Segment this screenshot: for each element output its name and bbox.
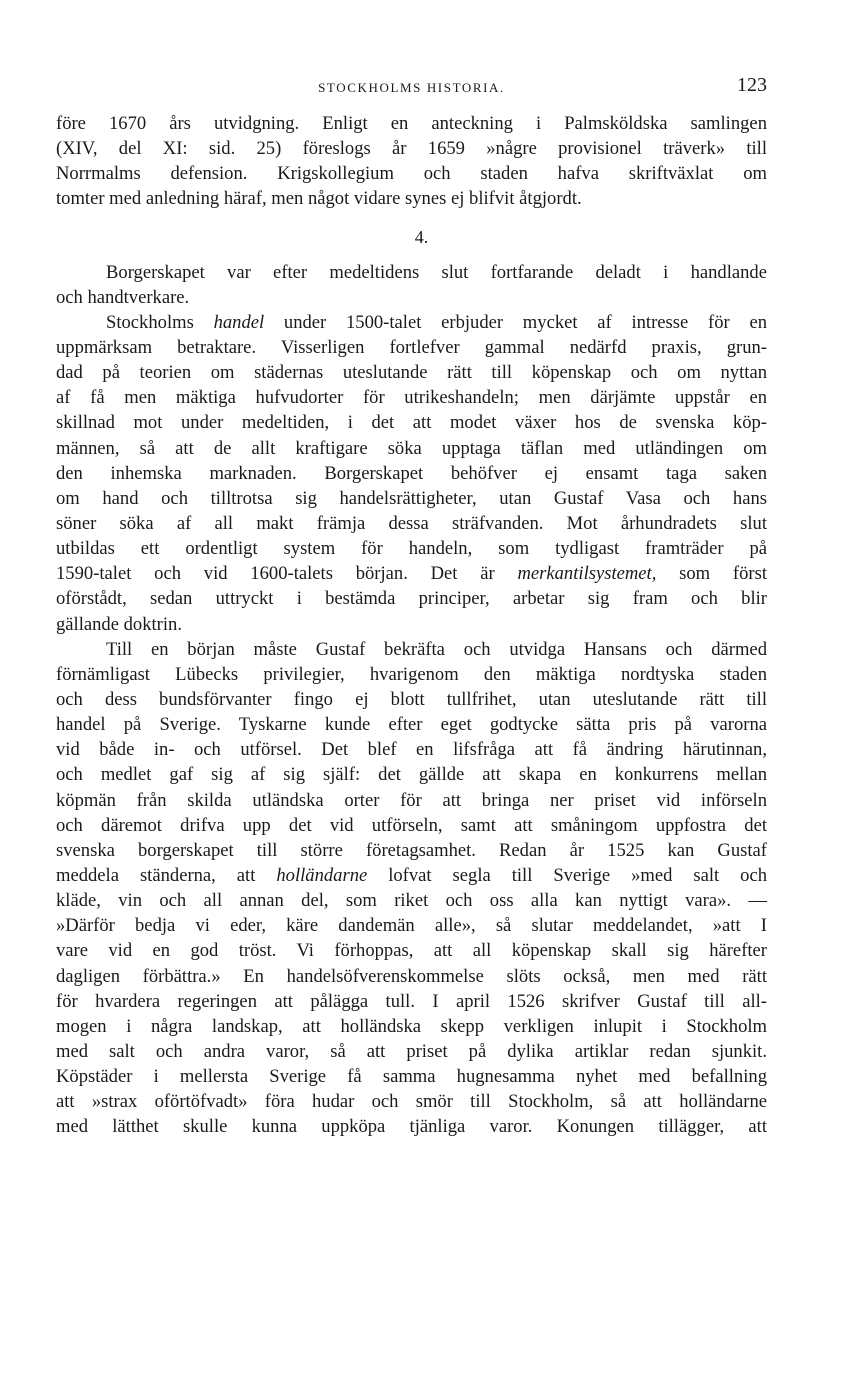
text-line: och däremot drifva upp det vid utförseln, samt att småningom uppfostra det	[56, 814, 767, 836]
body-text	[56, 111, 767, 1139]
italic-term-merkantilsystemet: merkantilsystemet,	[517, 563, 657, 585]
text-segment: Stockholms	[106, 311, 214, 333]
text-line: skillnad mot under medeltiden, i det att modet växer hos de svenska köp-	[56, 412, 767, 434]
text-line: utbildas ett ordentligt system för handeln, som tydligast framträder på	[56, 538, 767, 560]
text-segment: 1590-talet och vid 1600-talets början. Det är	[56, 563, 518, 585]
text-segment: som först	[656, 563, 767, 585]
text-line: oförstådt, sedan uttryckt i bestämda principer, arbetar sig fram och blir	[56, 588, 767, 610]
text-segment: under 1500-talet erbjuder mycket af intresse för en	[264, 311, 767, 333]
text-line: gällande doktrin.	[56, 613, 182, 635]
text-line: handel på Sverige. Tyskarne kunde efter eget godtycke sätta pris på varorna	[56, 714, 767, 736]
text-line: före 1670 års utvidgning. Enligt en anteckning i Palmsköldska samlingen	[56, 113, 767, 134]
text-segment: lofvat segla till Sverige »med salt och	[367, 864, 767, 886]
text-line	[56, 561, 767, 586]
text-line: (XIV, del XI: sid. 25) föreslogs år 1659 »någre provisionel träverk» till	[56, 138, 767, 160]
text-line: Borgerskapet var efter medeltidens slut fortfarande deladt i handlande	[106, 261, 767, 283]
text-line: köpmän från skilda utländska orter för att bringa ner priset vid införseln	[56, 789, 767, 811]
text-line	[56, 310, 767, 335]
text-line: den inhemska marknaden. Borgerskapet behöfver ej ensamt taga saken	[56, 462, 767, 484]
text-line: vid både in- och utförsel. Det blef en lifsfråga att få ändring härutinnan,	[56, 739, 767, 761]
paragraph-handel	[56, 310, 767, 637]
paragraph-continuation	[56, 111, 767, 212]
text-line	[56, 863, 767, 888]
section-heading: 4.	[414, 226, 429, 247]
text-line: med salt och andra varor, så att priset på dylika artiklar redan sjunkit.	[56, 1040, 767, 1062]
text-line: kläde, vin och all annan del, som riket och oss alla kan nyttigt vara». —	[56, 890, 767, 912]
paragraph-gustaf	[56, 637, 767, 1140]
text-line: dagligen förbättra.» En handelsöfverenskommelse slöts också, men med rätt	[56, 965, 767, 987]
text-line: vare vid en god tröst. Vi förhoppas, att all köpenskap skall sig härefter	[56, 940, 767, 962]
text-line: Norrmalms defension. Krigskollegium och staden hafva skriftväxlat om	[56, 163, 767, 185]
text-line: förnämligast Lübecks privilegier, hvarigenom den mäktiga nordtyska staden	[56, 663, 767, 685]
paragraph-borgerskapet	[56, 260, 767, 310]
text-segment: meddela ständerna, att	[56, 864, 277, 886]
text-line: mogen i några landskap, att holländska skepp verkligen inlupit i Stockholm	[56, 1015, 767, 1037]
text-line: uppmärksam betraktare. Visserligen fortlefver gammal nedärfd praxis, grun-	[56, 336, 767, 358]
italic-term-hollandarne: holländarne	[276, 864, 368, 886]
italic-term-handel: handel	[213, 311, 265, 333]
text-line: med lätthet skulle kunna uppköpa tjänliga varor. Konungen tillägger, att	[56, 1116, 767, 1138]
text-line: om hand och tilltrotsa sig handelsrättigheter, utan Gustaf Vasa och hans	[56, 487, 767, 509]
text-line: männen, så att de allt kraftigare söka upptaga täflan med utländingen om	[56, 437, 767, 459]
text-line: Köpstäder i mellersta Sverige få samma hugnesamma nyhet med befallning	[56, 1066, 767, 1088]
text-line: Till en början måste Gustaf bekräfta och utvidga Hansans och därmed	[106, 638, 767, 660]
text-line: och dess bundsförvanter fingo ej blott tullfrihet, utan uteslutande rätt till	[56, 688, 767, 710]
text-line: och medlet gaf sig af sig själf: det gällde att skapa en konkurrens mellan	[56, 764, 767, 786]
text-line: tomter med anledning häraf, men något vidare synes ej blifvit åtgjordt.	[56, 188, 582, 210]
text-line: för hvardera regeringen att pålägga tull. I april 1526 skrifver Gustaf till all-	[56, 990, 767, 1012]
running-head: STOCKHOLMS HISTORIA.	[318, 80, 505, 95]
text-line: att »strax oförtöfvadt» föra hudar och smör till Stockholm, så att holländarne	[56, 1091, 767, 1113]
text-line: »Därför bedja vi eder, käre dandemän alle», så slutar meddelandet, »att I	[56, 915, 767, 937]
page-header	[56, 74, 767, 100]
text-line: svenska borgerskapet till större företagsamhet. Redan år 1525 kan Gustaf	[56, 839, 767, 861]
page-number: 123	[737, 74, 767, 96]
text-line: söner söka af all makt främja dessa sträfvanden. Mot århundradets slut	[56, 512, 767, 534]
text-line: och handtverkare.	[56, 286, 190, 308]
text-line: dad på teorien om städernas uteslutande rätt till köpenskap och om nyttan	[56, 362, 767, 384]
text-line: af få men mäktiga hufvudorter för utrikeshandeln; men därjämte uppstår en	[56, 387, 767, 409]
